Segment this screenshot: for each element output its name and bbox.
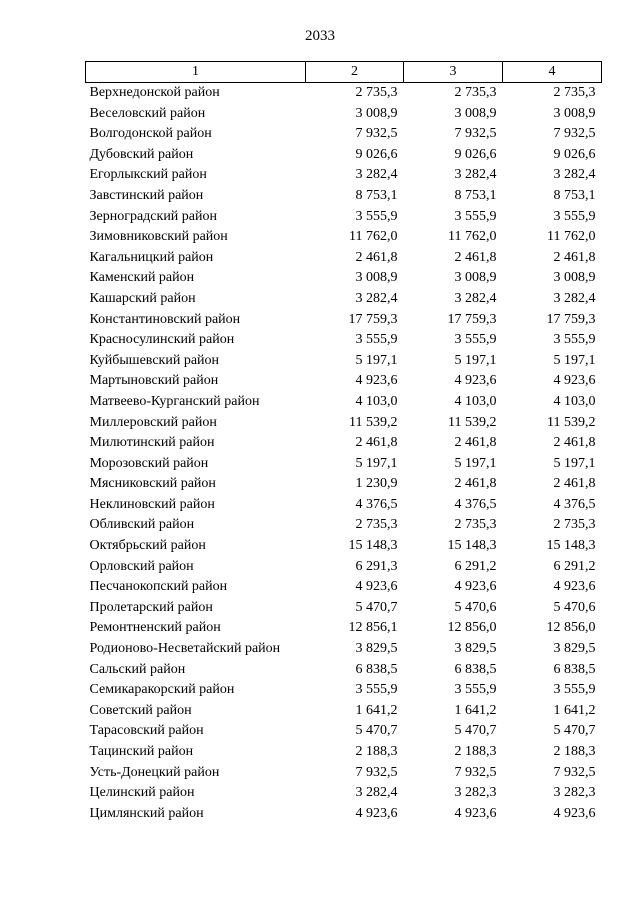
table-row [86,680,602,701]
district-name: Неклиновский район [89,496,215,512]
district-name: Матвеево-Курганский район [89,393,260,409]
value-col-2: 3 829,5 [355,641,398,657]
value-col-3: 8 753,1 [454,187,497,203]
district-name: Константиновский район [89,311,241,327]
value-col-4: 3 555,9 [553,682,596,698]
table-row [86,145,602,166]
value-col-2: 15 148,3 [348,538,398,554]
value-col-3: 11 539,2 [448,414,497,430]
value-col-2: 1 641,2 [355,702,398,718]
district-name: Волгодонской район [89,126,212,142]
value-col-4: 2 461,8 [553,476,596,492]
district-name: Октябрьский район [89,538,206,554]
value-col-2: 4 923,6 [355,805,398,821]
value-col-4: 3 008,9 [553,270,596,286]
table-row [86,268,602,289]
table-row [86,577,602,598]
district-name: Зимовниковский район [89,229,228,245]
page-number: 2033 [305,28,335,44]
value-col-2: 2 735,3 [355,85,398,100]
district-name: Веселовский район [89,105,206,121]
district-name: Кагальницкий район [89,249,214,265]
value-col-3: 4 376,5 [454,496,497,512]
table-row [86,83,602,104]
value-col-4: 2 735,3 [553,517,596,533]
value-col-2: 3 555,9 [355,332,398,348]
value-col-2: 4 923,6 [355,373,398,389]
value-col-3: 2 188,3 [454,744,497,759]
table-row [86,557,602,578]
table-row [86,804,602,825]
district-name: Орловский район [89,558,194,574]
value-col-4: 6 291,2 [553,558,596,574]
district-name: Усть-Донецкий район [89,764,220,780]
value-col-2: 9 026,6 [355,146,398,162]
value-col-4: 4 376,5 [553,496,596,512]
value-col-4: 5 470,6 [553,599,596,615]
value-col-2: 3 282,4 [355,167,398,183]
table-row [86,227,602,248]
district-name: Обливский район [89,517,195,533]
value-col-3: 3 555,9 [454,332,497,348]
value-col-4: 2 461,8 [553,249,596,265]
value-col-4: 3 282,3 [553,785,596,801]
value-col-3: 4 923,6 [454,579,497,595]
value-col-2: 4 376,5 [355,496,398,512]
value-col-4: 17 759,3 [546,311,596,327]
table-row [86,165,602,186]
value-col-4: 3 008,9 [553,105,596,121]
table-body [86,83,602,825]
value-col-2: 3 008,9 [355,270,398,286]
value-col-3: 2 461,8 [454,435,497,451]
value-col-4: 4 923,6 [553,579,596,595]
value-col-2: 3 555,9 [355,682,398,698]
value-col-4: 3 282,4 [553,167,596,183]
value-col-3: 7 932,5 [454,126,497,142]
district-name: Целинский район [89,785,195,801]
value-col-3: 17 759,3 [447,311,497,327]
district-name: Мясниковский район [89,476,216,492]
value-col-4: 2 188,3 [553,744,596,759]
table-row [86,104,602,125]
value-col-2: 3 008,9 [355,105,398,121]
table-row [86,413,602,434]
district-name: Ремонтненский район [89,620,221,636]
value-col-2: 2 461,8 [355,249,398,265]
table-row [86,454,602,475]
header-cell-col-3: 3 [404,62,503,83]
table-row [86,639,602,660]
data-table [85,61,602,824]
value-col-4: 12 856,0 [546,620,596,636]
table-row [86,207,602,228]
value-col-2: 2 461,8 [355,435,398,451]
value-col-3: 3 282,4 [454,290,497,306]
value-col-4: 3 282,4 [553,290,596,306]
value-col-2: 17 759,3 [348,311,398,327]
table-row [86,536,602,557]
value-col-2: 6 838,5 [355,661,398,677]
value-col-3: 9 026,6 [454,146,497,162]
value-col-3: 1 641,2 [454,702,497,718]
district-name: Милютинский район [89,435,215,451]
district-name: Красносулинский район [89,332,235,348]
value-col-3: 4 923,6 [454,805,497,821]
district-name: Верхнедонской район [89,85,220,100]
value-col-4: 2 461,8 [553,435,596,451]
value-col-2: 6 291,3 [355,558,398,574]
district-name: Мартыновский район [89,373,219,389]
table-row [86,433,602,454]
value-col-4: 7 932,5 [553,126,596,142]
table-row [86,330,602,351]
value-col-3: 2 461,8 [454,249,497,265]
value-col-2: 11 762,0 [349,229,398,245]
value-col-4: 4 103,0 [553,393,596,409]
value-col-2: 7 932,5 [355,764,398,780]
value-col-2: 5 470,7 [355,723,398,739]
district-name: Егорлыкский район [89,167,207,183]
table-row [86,701,602,722]
value-col-3: 3 555,9 [454,208,497,224]
value-col-3: 5 470,7 [454,723,497,739]
value-col-4: 5 470,7 [553,723,596,739]
table-row [86,392,602,413]
value-col-4: 8 753,1 [553,187,596,203]
table-row [86,721,602,742]
value-col-3: 15 148,3 [447,538,497,554]
value-col-4: 6 838,5 [553,661,596,677]
value-col-2: 5 197,1 [355,352,398,368]
value-col-3: 3 008,9 [454,105,497,121]
header-cell-col-2: 2 [306,62,404,83]
district-name: Цимлянский район [89,805,204,821]
value-col-4: 4 923,6 [553,805,596,821]
value-col-2: 2 188,3 [355,744,398,759]
value-col-4: 3 555,9 [553,332,596,348]
district-name: Пролетарский район [89,599,213,615]
value-col-4: 5 197,1 [553,352,596,368]
value-col-3: 5 197,1 [454,455,497,471]
district-name: Морозовский район [89,455,209,471]
district-name: Зерноградский район [89,208,217,224]
table-header [86,62,602,83]
value-col-3: 4 923,6 [454,373,497,389]
district-name: Сальский район [89,661,186,677]
value-col-3: 3 008,9 [454,270,497,286]
value-col-2: 3 555,9 [355,208,398,224]
value-col-3: 7 932,5 [454,764,497,780]
table-row [86,124,602,145]
value-col-4: 3 829,5 [553,641,596,657]
district-name: Каменский район [89,270,195,286]
value-col-3: 5 197,1 [454,352,497,368]
value-col-4: 7 932,5 [553,764,596,780]
table-row [86,351,602,372]
district-name: Завстинский район [89,187,204,203]
value-col-3: 6 838,5 [454,661,497,677]
table-row [86,248,602,269]
value-col-2: 5 470,7 [355,599,398,615]
table-row [86,186,602,207]
table-row [86,598,602,619]
value-col-2: 7 932,5 [355,126,398,142]
value-col-2: 12 856,1 [348,620,398,636]
value-col-3: 2 735,3 [454,85,497,100]
value-col-2: 3 282,4 [355,785,398,801]
table-row [86,763,602,784]
value-col-2: 8 753,1 [355,187,398,203]
value-col-3: 6 291,2 [454,558,497,574]
value-col-4: 9 026,6 [553,146,596,162]
value-col-2: 5 197,1 [355,455,398,471]
district-name: Дубовский район [89,146,194,162]
value-col-3: 3 555,9 [454,682,497,698]
value-col-4: 3 555,9 [553,208,596,224]
district-name: Миллеровский район [89,414,217,430]
value-col-2: 2 735,3 [355,517,398,533]
district-name: Тарасовский район [89,723,204,739]
value-col-4: 1 641,2 [553,702,596,718]
value-col-2: 11 539,2 [349,414,398,430]
table-row [86,289,602,310]
table-row [86,742,602,763]
header-cell-col-4: 4 [503,62,602,83]
value-col-2: 1 230,9 [355,476,398,492]
table-row [86,474,602,495]
value-col-3: 5 470,6 [454,599,497,615]
table-row [86,495,602,516]
value-col-3: 11 762,0 [448,229,497,245]
district-name: Родионово-Несветайский район [89,641,281,657]
value-col-2: 3 282,4 [355,290,398,306]
table-row [86,310,602,331]
value-col-3: 3 282,4 [454,167,497,183]
value-col-4: 4 923,6 [553,373,596,389]
table-row [86,783,602,804]
district-name: Кашарский район [89,290,196,306]
value-col-3: 2 461,8 [454,476,497,492]
table-row [86,660,602,681]
header-cell-col-1: 1 [86,62,306,83]
value-col-3: 12 856,0 [447,620,497,636]
value-col-3: 3 282,3 [454,785,497,801]
district-name: Куйбышевский район [89,352,220,368]
district-name: Семикаракорский район [89,682,235,698]
header-row [86,62,602,83]
table-row [86,515,602,536]
value-col-4: 11 539,2 [547,414,596,430]
value-col-4: 5 197,1 [553,455,596,471]
value-col-3: 2 735,3 [454,517,497,533]
value-col-4: 15 148,3 [546,538,596,554]
table-row [86,371,602,392]
value-col-3: 3 829,5 [454,641,497,657]
table-row [86,618,602,639]
value-col-4: 11 762,0 [547,229,596,245]
district-name: Советский район [89,702,192,718]
value-col-3: 4 103,0 [454,393,497,409]
district-name: Тацинский район [89,744,194,759]
value-col-2: 4 103,0 [355,393,398,409]
value-col-2: 4 923,6 [355,579,398,595]
value-col-4: 2 735,3 [553,85,596,100]
district-name: Песчанокопский район [89,579,228,595]
